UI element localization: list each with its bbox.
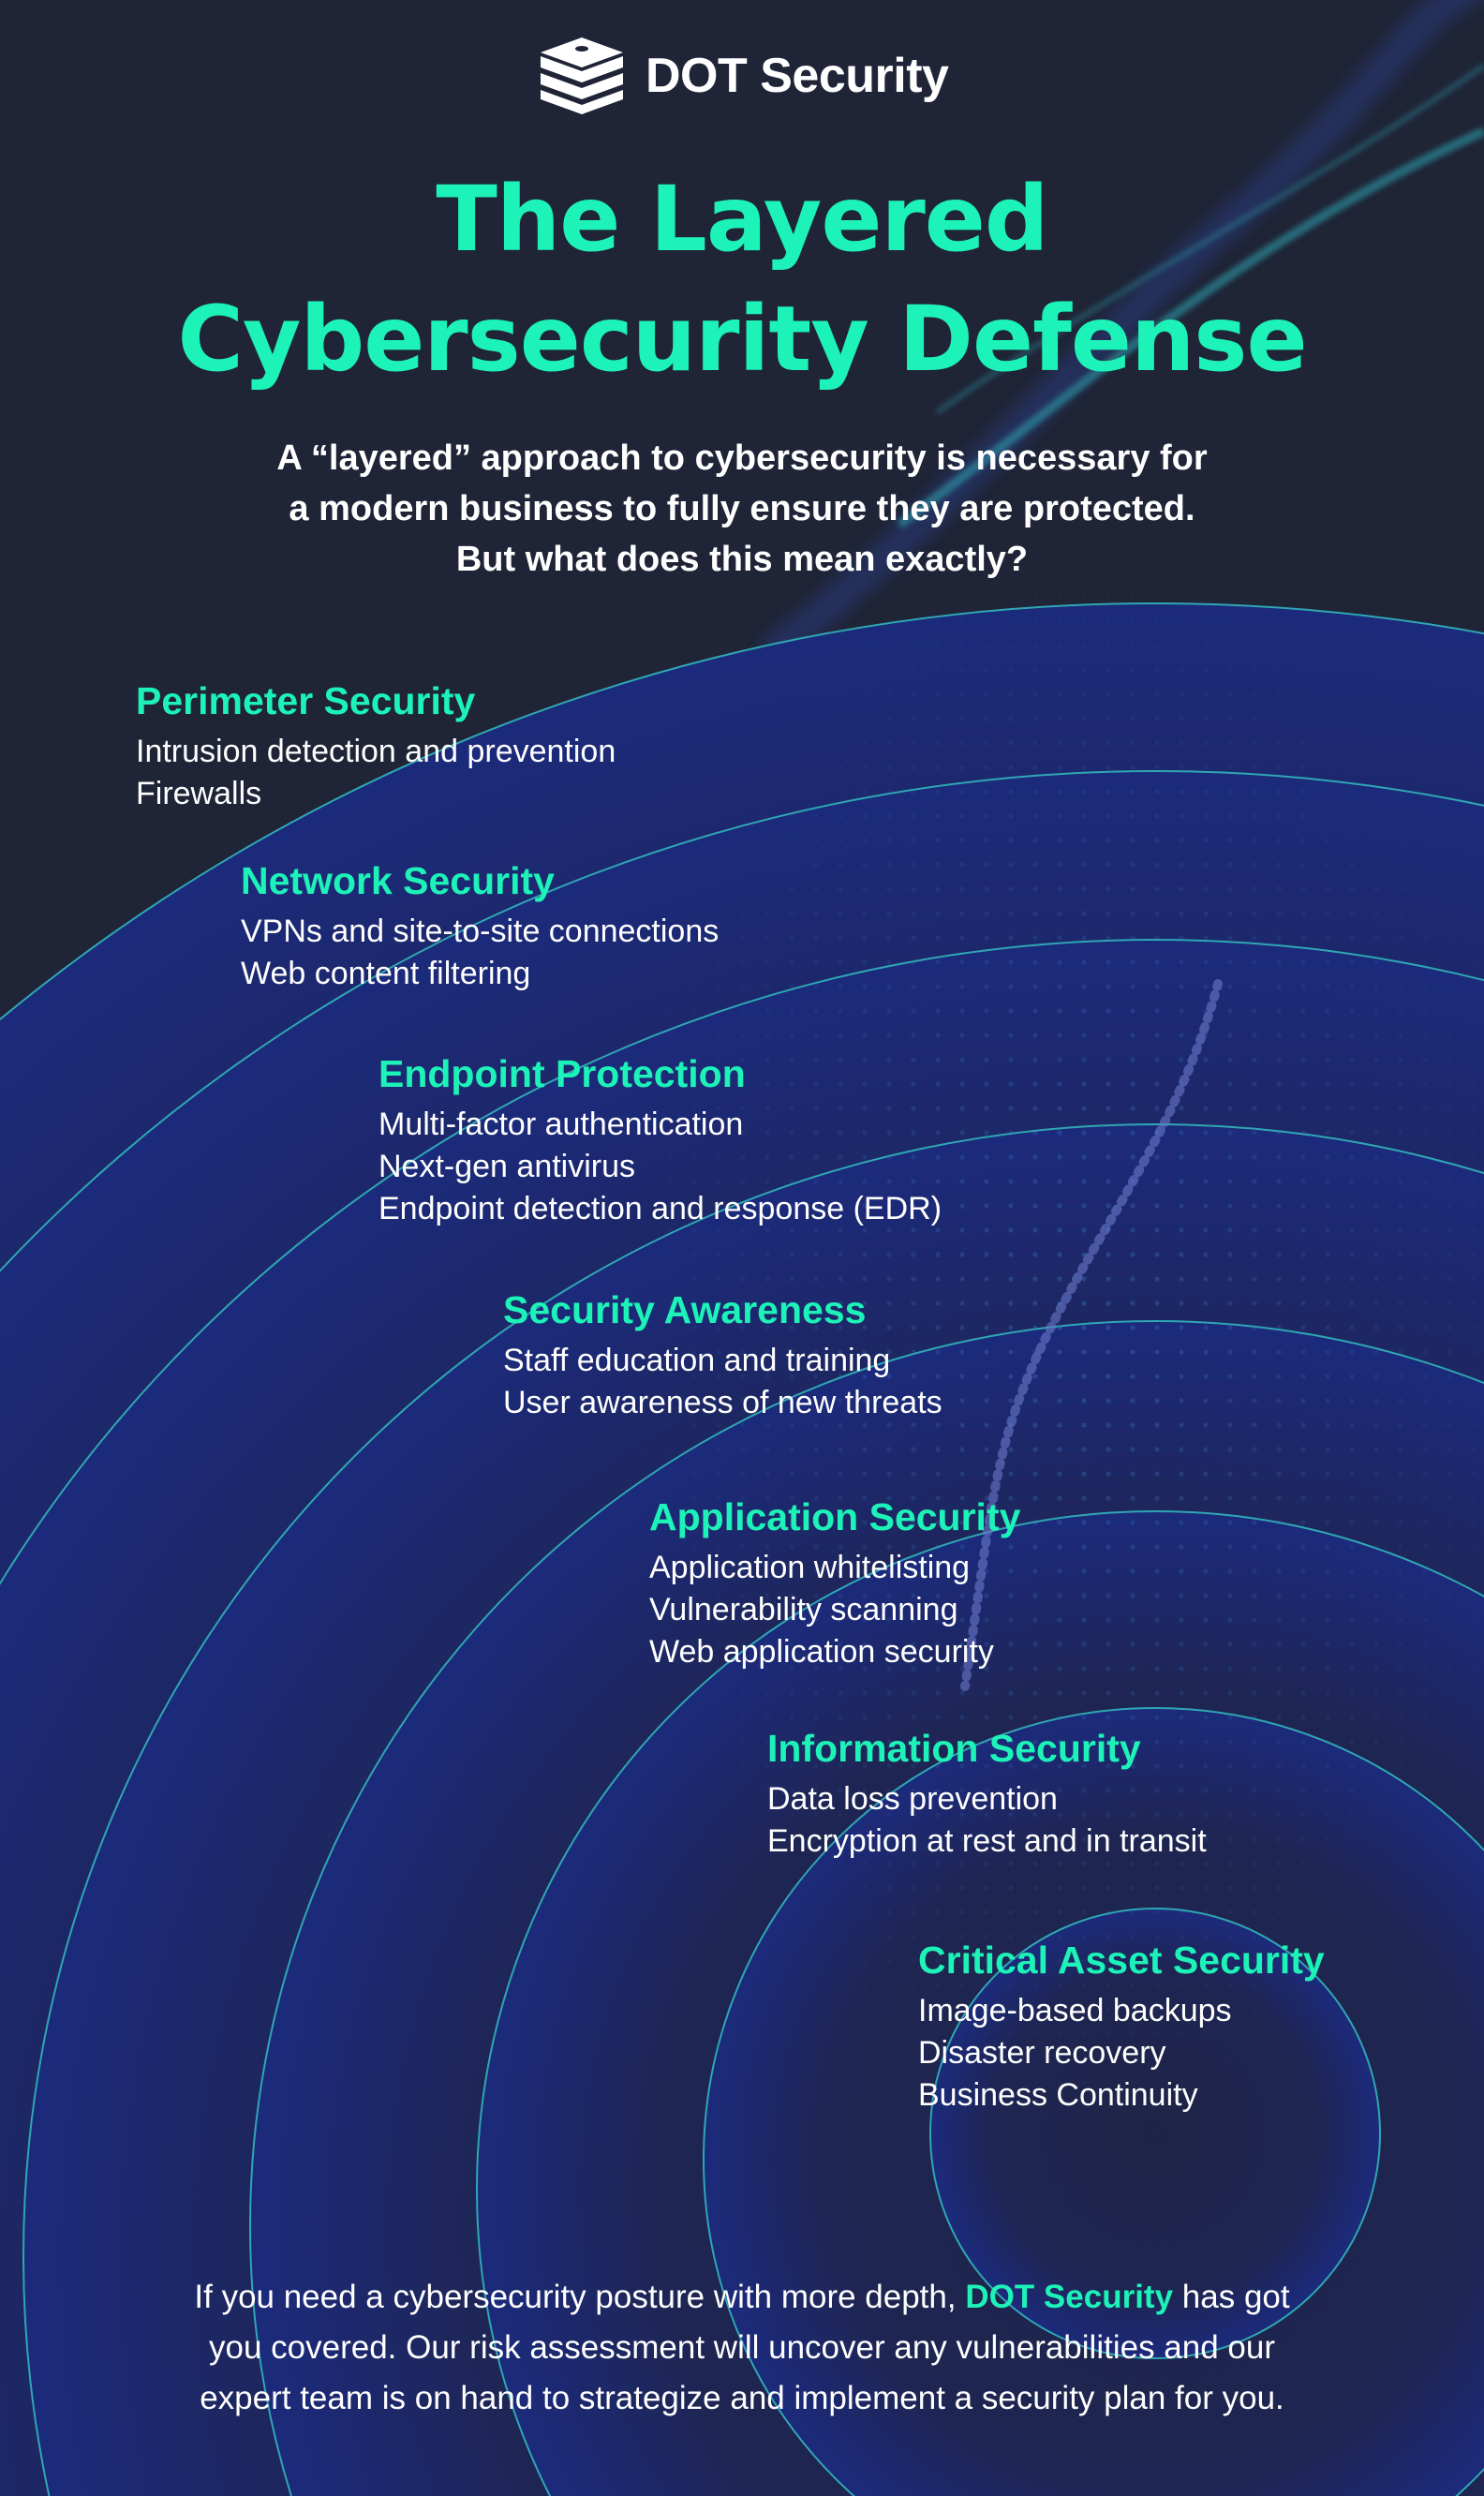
layer-network-security <box>241 856 719 995</box>
layer-information-security <box>767 1724 1207 1863</box>
layer-item: Data loss prevention <box>767 1781 1058 1817</box>
layer-item: Disaster recovery <box>918 2035 1166 2071</box>
layer-heading: Application Security <box>649 1495 1021 1538</box>
brand-logo <box>539 36 948 116</box>
layer-heading: Information Security <box>767 1727 1141 1770</box>
layer-item: Next-gen antivirus <box>378 1149 636 1184</box>
closing-text <box>0 2272 1484 2424</box>
intro-text <box>0 433 1484 585</box>
layer-item: VPNs and site-to-site connections <box>241 914 720 949</box>
layer-items <box>241 911 719 995</box>
layer-item: Web content filtering <box>241 956 531 991</box>
layer-endpoint-protection <box>378 1049 942 1230</box>
layer-heading: Network Security <box>241 859 555 902</box>
intro-line-3: But what does this mean exactly? <box>455 540 1029 579</box>
closing-line-2: you covered. Our risk assessment will uncover any vulnerabilities and our <box>208 2329 1275 2366</box>
closing-line-3: expert team is on hand to strategize and implement a security plan for you. <box>200 2380 1284 2416</box>
layer-items <box>918 1990 1325 2117</box>
page-title <box>0 159 1484 399</box>
layer-item: Staff education and training <box>503 1343 891 1378</box>
layer-item: Application whitelisting <box>649 1550 971 1585</box>
layer-items <box>136 731 616 815</box>
layer-item: Endpoint detection and response (EDR) <box>378 1191 942 1226</box>
layer-item: Image-based backups <box>918 1993 1232 2028</box>
closing-line-1-post: has got <box>1173 2279 1290 2315</box>
layered-cube-icon <box>539 36 625 116</box>
layer-item: Web application security <box>649 1634 994 1670</box>
intro-line-1: A “layered” approach to cybersecurity is necessary for <box>276 438 1208 478</box>
layer-security-awareness <box>503 1285 942 1424</box>
layer-item: User awareness of new threats <box>503 1385 942 1420</box>
layer-items <box>503 1340 942 1424</box>
layer-item: Intrusion detection and prevention <box>136 734 616 769</box>
layer-items <box>649 1547 1020 1673</box>
title-line-1: The Layered <box>436 167 1048 272</box>
brand-name <box>646 48 948 104</box>
title-line-2: Cybersecurity Defense <box>177 287 1307 392</box>
layer-heading: Endpoint Protection <box>378 1052 746 1095</box>
layer-heading: Critical Asset Security <box>918 1939 1325 1982</box>
layer-heading: Security Awareness <box>503 1288 867 1331</box>
layer-item: Encryption at rest and in transit <box>767 1823 1207 1859</box>
brand-name-rest: Security <box>760 49 949 103</box>
layer-perimeter-security <box>136 676 616 815</box>
layer-item: Vulnerability scanning <box>649 1592 958 1627</box>
layer-application-security <box>649 1493 1020 1673</box>
layer-item: Business Continuity <box>918 2077 1198 2113</box>
layer-heading: Perimeter Security <box>136 679 476 722</box>
closing-line-1 <box>0 2272 1484 2323</box>
layer-items <box>378 1104 942 1230</box>
closing-line-1-pre: If you need a cybersecurity posture with more depth, <box>194 2279 966 2315</box>
closing-brand-name: DOT Security <box>965 2279 1174 2315</box>
layer-item: Firewalls <box>136 776 262 811</box>
layer-items <box>767 1778 1207 1863</box>
layer-critical-asset-security <box>918 1936 1325 2117</box>
intro-line-2: a modern business to fully ensure they are protected. <box>289 489 1195 528</box>
brand-name-bold: DOT <box>646 49 748 103</box>
layer-item: Multi-factor authentication <box>378 1107 744 1142</box>
